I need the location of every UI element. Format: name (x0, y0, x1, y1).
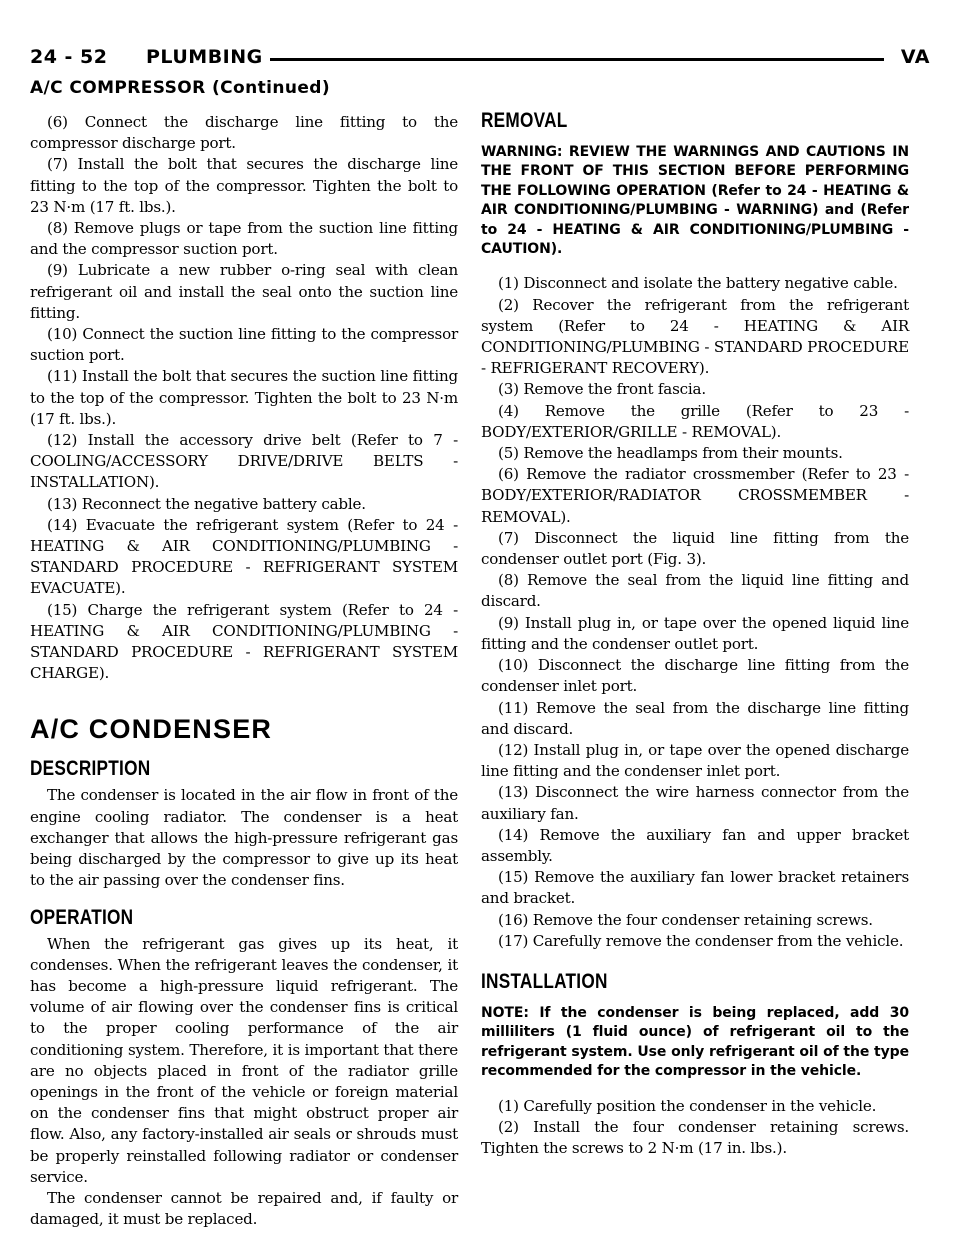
step-paragraph: (8) Remove plugs or tape from the suction line fitting and the compressor suction port. (30, 219, 458, 259)
removal-step: (10) Disconnect the discharge line fitting from the condenser inlet port. (481, 656, 909, 696)
installation-heading: INSTALLATION (481, 969, 608, 993)
removal-step: (17) Carefully remove the condenser from the vehicle. (498, 931, 904, 950)
removal-step: (9) Install plug in, or tape over the opened liquid line fitting and the condenser outlet port. (481, 613, 909, 653)
step-paragraph: (10) Connect the suction line fitting to the compressor suction port. (30, 325, 458, 365)
header-rule (270, 58, 884, 61)
continued-heading: A/C COMPRESSOR (Continued) (30, 78, 331, 98)
installation-step: (1) Carefully position the condenser in the vehicle. (498, 1096, 877, 1115)
step-paragraph: (11) Install the bolt that secures the suction line fitting to the top of the compressor. Tighten the bolt to 23 N·m (17 ft. lbs.). (30, 367, 458, 428)
installation-note: NOTE: If the condenser is being replaced, add 30 milliliters (1 fluid ounce) of refrigerant oil to the refrigerant system. Use only refrigerant oil of the type recommended for the compressor in the vehicle. (481, 1004, 909, 1080)
removal-step: (6) Remove the radiator crossmember (Refer to 23 - BODY/EXTERIOR/RADIATOR CROSSMEMBER - REMOVAL). (481, 465, 909, 526)
removal-step: (3) Remove the front fascia. (498, 380, 706, 399)
right-column (481, 109, 909, 1159)
removal-step: (5) Remove the headlamps from their mounts. (498, 444, 843, 463)
step-paragraph: (7) Install the bolt that secures the discharge line fitting to the top of the compressor. Tighten the bolt to 23 N·m (17 ft. lbs.). (30, 155, 458, 216)
description-heading: DESCRIPTION (30, 757, 151, 781)
step-paragraph: (15) Charge the refrigerant system (Refer to 24 - HEATING & AIR CONDITIONING/PLUMBING - STANDARD PROCEDURE - REFRIGERANT SYSTEM CHARGE). (30, 600, 458, 683)
removal-step: (7) Disconnect the liquid line fitting from the condenser outlet port (Fig. 3). (481, 528, 909, 569)
page-header (30, 46, 930, 74)
description-text: The condenser is located in the air flow in front of the engine cooling radiator. The condenser is a heat exchanger that allows the high-pressure refrigerant gas being discharged by the compressor to give up its heat to the air passing over the condenser fins. (30, 786, 458, 890)
condenser-title: A/C CONDENSER (30, 714, 273, 745)
installation-step: (2) Install the four condenser retaining screws. Tighten the screws to 2 N·m (17 in. lbs.). (481, 1117, 909, 1157)
operation-heading: OPERATION (30, 905, 134, 929)
removal-step: (14) Remove the auxiliary fan and upper bracket assembly. (481, 825, 909, 865)
removal-step: (13) Disconnect the wire harness connector from the auxiliary fan. (481, 783, 909, 823)
step-paragraph: (12) Install the accessory drive belt (Refer to 7 - COOLING/ACCESSORY DRIVE/DRIVE BELTS - INSTALLATION). (30, 431, 458, 492)
removal-step: (2) Recover the refrigerant from the refrigerant system (Refer to 24 - HEATING & AIR CONDITIONING/PLUMBING - STANDARD PROCEDURE - REFRIGERANT RECOVERY). (481, 295, 909, 378)
removal-step: (8) Remove the seal from the liquid line fitting and discard. (481, 571, 909, 611)
removal-warning: WARNING: REVIEW THE WARNINGS AND CAUTIONS IN THE FRONT OF THIS SECTION BEFORE PERFORMING THE FOLLOWING OPERATION (Refer to 24 - HEATING & AIR CONDITIONING/PLUMBING - WARNING) and (Refer to 24 - HEATING & AIR CONDITIONING/PLUMBING - CAUTION). (481, 144, 909, 258)
left-column (30, 112, 458, 1230)
removal-step: (11) Remove the seal from the discharge line fitting and discard. (481, 698, 909, 738)
removal-step: (1) Disconnect and isolate the battery negative cable. (498, 274, 898, 293)
vehicle-code: VA (900, 46, 930, 68)
page-number: 24 - 52 (30, 46, 108, 68)
removal-heading: REMOVAL (481, 109, 568, 132)
removal-step: (15) Remove the auxiliary fan lower bracket retainers and bracket. (481, 868, 909, 908)
operation-text: The condenser cannot be repaired and, if faulty or damaged, it must be replaced. (30, 1188, 458, 1229)
section-title: PLUMBING (146, 46, 263, 68)
removal-step: (16) Remove the four condenser retaining screws. (498, 910, 873, 929)
operation-text: When the refrigerant gas gives up its heat, it condenses. When the refrigerant leaves the condenser, it has become a high-pressure liquid refrigerant. The volume of air flowing over the condenser fins is critical to the proper cooling performance of the air conditioning system. Therefore, it is important that there are no objects placed in front of the radiator grille openings in the front of the vehicle or foreign material on the condenser fins that might obstruct proper air flow. Also, any factory-installed air seals or shrouds must be properly reinstalled following radiator or condenser service. (30, 934, 458, 1186)
step-paragraph: (9) Lubricate a new rubber o-ring seal with clean refrigerant oil and install the seal onto the suction line fitting. (30, 261, 458, 322)
step-paragraph: (6) Connect the discharge line fitting to the compressor discharge port. (30, 113, 458, 153)
step-paragraph: (13) Reconnect the negative battery cable. (47, 494, 366, 513)
removal-step: (12) Install plug in, or tape over the opened discharge line fitting and the condenser inlet port. (481, 740, 909, 781)
step-paragraph: (14) Evacuate the refrigerant system (Refer to 24 - HEATING & AIR CONDITIONING/PLUMBING - STANDARD PROCEDURE - REFRIGERANT SYSTEM EVACUATE). (30, 515, 458, 598)
removal-step: (4) Remove the grille (Refer to 23 - BODY/EXTERIOR/GRILLE - REMOVAL). (481, 401, 909, 441)
